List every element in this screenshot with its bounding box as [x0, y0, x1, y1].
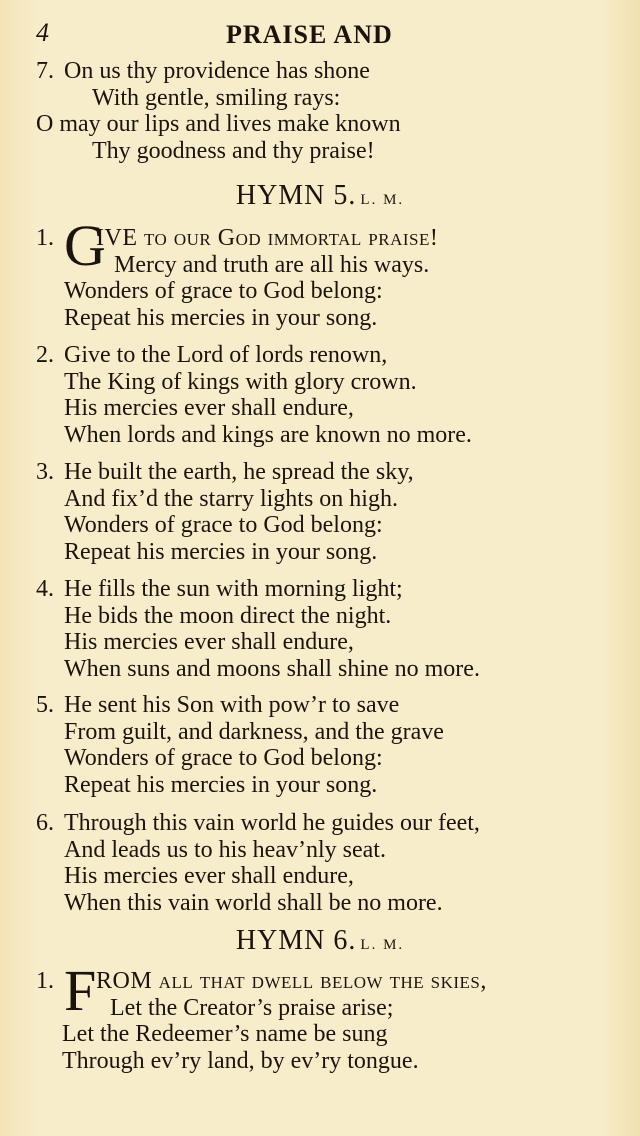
verse-line: Mercy and truth are all his ways. [114, 251, 430, 278]
verse-line: Thy goodness and thy praise! [92, 137, 375, 164]
hymn-meter: L. M. [360, 192, 405, 208]
verse-line: Let the Creator’s praise arise; [110, 994, 394, 1021]
verse-line: And leads us to his heav’nly seat. [64, 836, 386, 863]
verse-line: He fills the sun with morning light; [64, 576, 403, 602]
verse-line: The King of kings with glory crown. [64, 368, 417, 395]
page-number: 4 [36, 18, 49, 47]
verse-line: When this vain world shall be no more. [64, 889, 443, 916]
verse-line: He sent his Son with pow’r to save [64, 692, 400, 718]
verse-number: 3. [36, 459, 54, 485]
hymn-5-verse-2 [36, 342, 616, 448]
hymn-6-title [0, 925, 640, 957]
verse-number: 2. [36, 342, 54, 368]
verse-line: Give to the Lord of lords renown, [64, 342, 388, 368]
verse-number: 5. [36, 692, 54, 718]
verse-line: On us thy providence has shone [64, 58, 370, 84]
verse-line: Through ev’ry land, by ev’ry tongue. [62, 1047, 419, 1074]
hymn-5-verse-3 [36, 459, 616, 565]
hymn-5-verse-4 [36, 576, 616, 682]
verse-line: Let the Redeemer’s name be sung [62, 1021, 388, 1047]
hymn-6-verse-1 [36, 958, 616, 1074]
hymn-5-title [0, 180, 640, 212]
verse-number: 1. [36, 968, 54, 994]
verse-line: Through this vain world he guides our feet, [64, 810, 480, 836]
verse-line: With gentle, smiling rays: [92, 84, 341, 111]
verse-number: 6. [36, 810, 54, 836]
verse-line: His mercies ever shall endure, [64, 629, 354, 655]
verse-line: ROM all that dwell below the skies, [96, 968, 487, 994]
drop-cap: F [64, 958, 97, 1023]
hymn-title-text: HYMN 5. [235, 180, 357, 211]
verse-line: When suns and moons shall shine no more. [64, 655, 480, 682]
verse-line: Wonders of grace to God belong: [64, 745, 383, 771]
drop-cap: G [64, 213, 106, 278]
verse-line: When lords and kings are known no more. [64, 421, 472, 448]
hymn-meter: L. M. [360, 937, 405, 953]
verse-line: He built the earth, he spread the sky, [64, 459, 414, 485]
verse-line: His mercies ever shall endure, [64, 395, 354, 421]
verse-line: Repeat his mercies in your song. [64, 538, 378, 565]
hymn-5-verse-5 [36, 692, 616, 798]
verse-line: Repeat his mercies in your song. [64, 304, 378, 331]
hymn-5-verse-1 [36, 213, 616, 331]
verse-line: IVE to our God immortal praise! [96, 225, 439, 251]
verse-7-continued [36, 58, 616, 164]
running-title: PRAISE AND [226, 20, 393, 49]
verse-line: He bids the moon direct the night. [64, 602, 392, 629]
verse-line: And fix’d the starry lights on high. [64, 485, 398, 512]
verse-number: 1. [36, 225, 54, 251]
verse-number: 7. [36, 58, 54, 84]
verse-line: From guilt, and darkness, and the grave [64, 718, 444, 745]
page-header [36, 18, 604, 50]
verse-number: 4. [36, 576, 54, 602]
verse-line: Wonders of grace to God belong: [64, 512, 383, 538]
verse-line: O may our lips and lives make known [36, 111, 401, 137]
verse-line: His mercies ever shall endure, [64, 863, 354, 889]
verse-line: Wonders of grace to God belong: [64, 278, 383, 304]
hymn-5-verse-6 [36, 810, 616, 916]
verse-line: Repeat his mercies in your song. [64, 771, 378, 798]
hymn-title-text: HYMN 6. [235, 925, 357, 956]
